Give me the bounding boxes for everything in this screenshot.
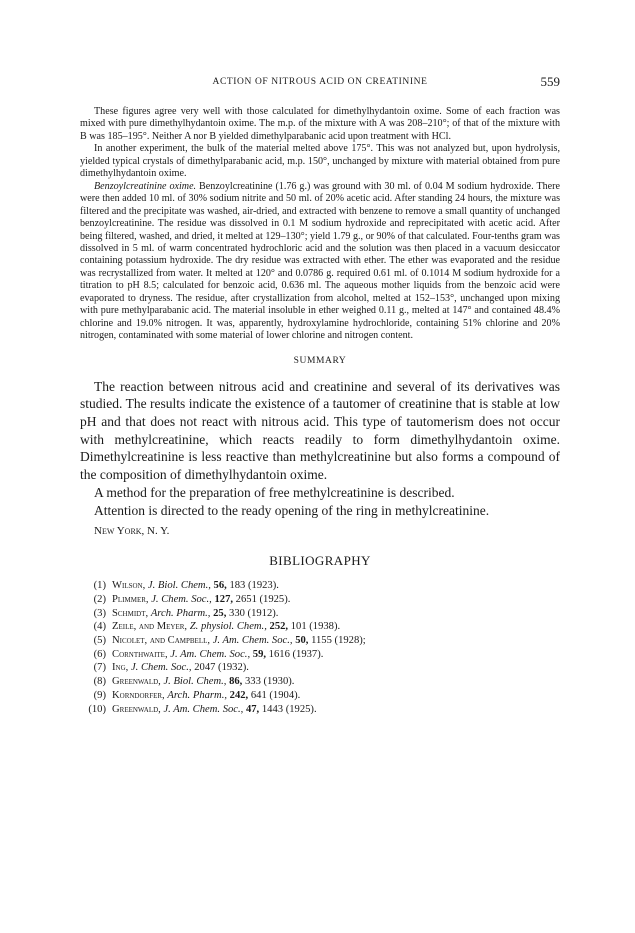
page-number: 559 xyxy=(540,74,560,89)
paragraph-lead: Benzoylcreatinine oxime. xyxy=(94,180,197,192)
summary-paragraph: A method for the preparation of free methylcreatinine is described. xyxy=(94,484,455,500)
bibliography-entry: (9) Korndorfer, Arch. Pharm., 242, 641 (1904). xyxy=(93,689,301,701)
bibliography-list xyxy=(80,579,560,716)
running-title: ACTION OF NITROUS ACID ON CREATININE xyxy=(212,77,428,87)
summary-paragraph: The reaction between nitrous acid and creatinine and several of its derivatives was studied. The results indicate the existence of a tautomer of creatinine that is stable at low pH and that does not react with nitrous acid. This type of tautomerism does not occur with methylcreatinine, which reacts readily to form dimethylhydantoin oxime. Dimethylcreatinine is less reactive than methylcreatinine but also forms a compound of the composition of dimethylhydantoin oxime. xyxy=(80,378,560,483)
experimental-paragraph: Benzoylcreatinine oxime. Benzoylcreatinine (1.76 g.) was ground with 30 ml. of 0.04 M sodium hydroxide. There were then added 10 ml. of 30% sodium nitrite and 50 ml. of 20% acetic acid. After standing 24 hours, the mixture was filtered and the precipitate was washed, air-dried, and extracted with benzene to remove a small quantity of unchanged benzoylcreatinine. The residue was dissolved in 0.1 M sodium hydroxide and reprecipitated with acetic acid. After being filtered, washed, and dried, it melted at 129–130°; yield 1.79 g., or 90% of that calculated. Four-tenths gram was dissolved in 5 ml. of warm concentrated hydrochloric acid and the solution was then placed in a vacuum desiccator containing potassium hydroxide. The dry residue was extracted with ether. The ether was evaporated and the residue was recrystallized from water. It melted at 120° and 0.0786 g. required 0.61 ml. of 0.1014 M sodium hydroxide for a titration to pH 8.5; calculated for benzoic acid, 0.636 ml. The aqueous mother liquids from the benzoic acid were evaporated to dryness. The residue, after crystallization from alcohol, melted at 152–153°, unchanged upon mixing with pure methylparabanic acid. The material insoluble in ether weighed 0.11 g., melted at 147° and contained 48.4% chlorine and 19.0% nitrogen. It was, apparently, hydroxylamine hydrochloride, containing 51% chlorine and 20% nitrogen, contaminated with some material of lower chlorine and nitrogen content. xyxy=(80,180,560,342)
bibliography-entry: (8) Greenwald, J. Biol. Chem., 86, 333 (1930). xyxy=(93,676,295,688)
experimental-paragraph: These figures agree very well with those calculated for dimethylhydantoin oxime. Some of each fraction was mixed with pure dimethylhydantoin oxime. The m.p. of the mixture with A was 208–210°; of that of the mixture with B was 185–195°. Neither A nor B yielded dimethylparabanic acid upon treatment with HCl. xyxy=(80,106,560,142)
page xyxy=(80,74,560,716)
place-line: New York, N. Y. xyxy=(94,525,170,538)
bibliography-entry: (7) Ing, J. Chem. Soc., 2047 (1932). xyxy=(93,662,249,674)
bibliography-entry: (10) Greenwald, J. Am. Chem. Soc., 47, 1443 (1925). xyxy=(88,703,317,715)
bibliography-entry: (5) Nicolet, and Campbell, J. Am. Chem. Soc., 50, 1155 (1928); xyxy=(93,635,366,647)
bibliography-entry: (4) Zeile, and Meyer, Z. physiol. Chem., 252, 101 (1938). xyxy=(93,621,341,633)
bibliography-entry: (6) Cornthwaite, J. Am. Chem. Soc., 59, 1616 (1937). xyxy=(93,648,324,660)
experimental-section xyxy=(80,106,560,343)
bibliography-entry: (2) Plimmer, J. Chem. Soc., 127, 2651 (1925). xyxy=(93,593,291,605)
experimental-paragraph: In another experiment, the bulk of the material melted above 175°. This was not analyzed but, upon hydrolysis, yielded typical crystals of dimethylparabanic acid, m.p. 150°, unchanged by mixture with material obtained from pure dimethylhydantoin oxime. xyxy=(80,143,560,180)
summary-paragraph: Attention is directed to the ready opening of the ring in methylcreatinine. xyxy=(94,502,490,518)
summary-heading: SUMMARY xyxy=(293,355,347,366)
bibliography-heading: BIBLIOGRAPHY xyxy=(269,553,371,569)
summary-section xyxy=(80,378,560,520)
bibliography-entry: (1) Wilson, J. Biol. Chem., 56, 183 (1923). xyxy=(93,580,279,592)
bibliography-entry: (3) Schmidt, Arch. Pharm., 25, 330 (1912). xyxy=(93,607,279,619)
running-head xyxy=(80,74,560,92)
